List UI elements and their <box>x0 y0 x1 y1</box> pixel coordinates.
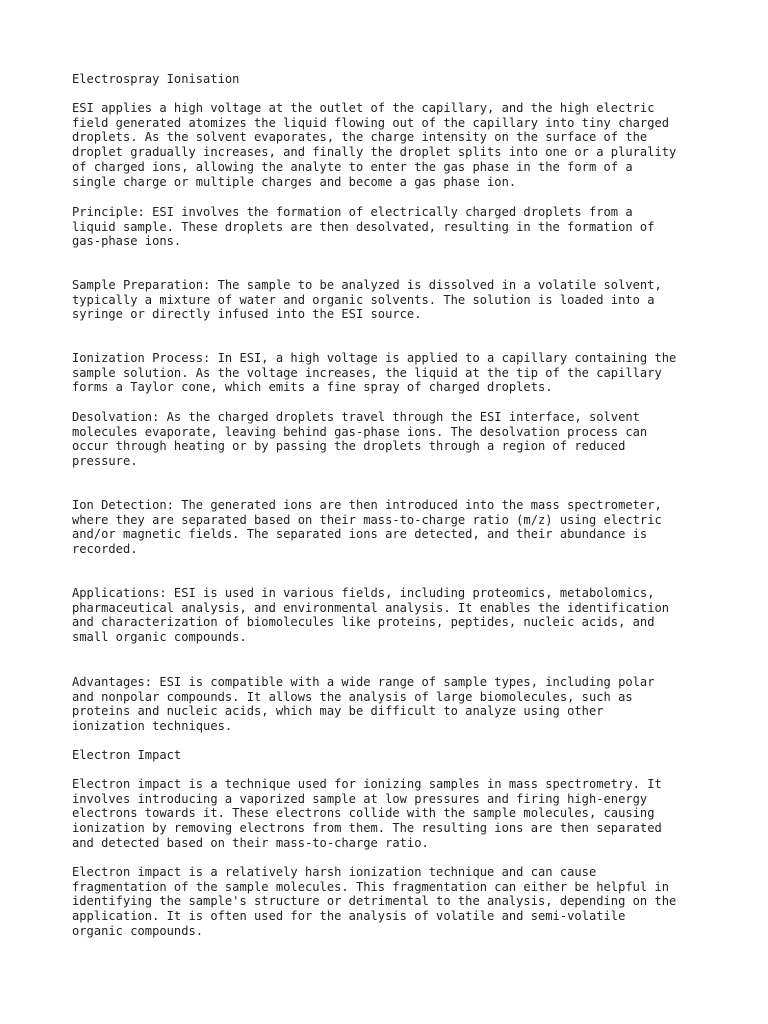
paragraph-electron-impact-intro: Electron impact is a technique used for ionizing samples in mass spectrometry. It involves introducing a vaporized sample at low pressures and firing high-energy electrons towards it. These electrons collide with the sample molecules, causing ionization by removing electrons from them. The resulting ions are then separated and detected based on their mass-to-charge ratio. <box>72 777 662 850</box>
paragraph-principle: Principle: ESI involves the formation of electrically charged droplets from a liquid sample. These droplets are then desolvated, resulting in the formation of gas-phase ions. <box>72 205 655 249</box>
paragraph-ion-detection: Ion Detection: The generated ions are then introduced into the mass spectrometer, where they are separated based on their mass-to-charge ratio (m/z) using electric and/or magnetic fields. The separated ions are detected, and their abundance is recorded. <box>72 498 662 557</box>
section-heading-electrospray-ionisation: Electrospray Ionisation <box>72 72 240 86</box>
paragraph-advantages: Advantages: ESI is compatible with a wide range of sample types, including polar and nonpolar compounds. It allows the analysis of large biomolecules, such as proteins and nucleic acids, which may be difficult to analyze using other ionization techniques. <box>72 675 655 734</box>
paragraph-esi-intro: ESI applies a high voltage at the outlet of the capillary, and the high electric field generated atomizes the liquid flowing out of the capillary into tiny charged droplets. As the solvent evaporates, the charge intensity on the surface of the droplet gradually increases, and finally the droplet splits into one or a plurality of charged ions, allowing the analyte to enter the gas phase in the form of a single charge or multiple charges and become a gas phase ion. <box>72 101 677 189</box>
paragraph-desolvation: Desolvation: As the charged droplets travel through the ESI interface, solvent molecules evaporate, leaving behind gas-phase ions. The desolvation process can occur through heating or by passing the droplets through a region of reduced pressure. <box>72 410 648 469</box>
paragraph-ionization-process: Ionization Process: In ESI, a high voltage is applied to a capillary containing the sample solution. As the voltage increases, the liquid at the tip of the capillary forms a Taylor cone, which emits a fine spray of charged droplets. <box>72 351 677 395</box>
section-heading-electron-impact: Electron Impact <box>72 748 182 762</box>
paragraph-electron-impact-fragmentation: Electron impact is a relatively harsh ionization technique and can cause fragmentation of the sample molecules. This fragmentation can either be helpful in identifying the sample's structure or detrimental to the analysis, depending on the application. It is often used for the analysis of volatile and semi-volatile organic compounds. <box>72 865 677 938</box>
paragraph-applications: Applications: ESI is used in various fields, including proteomics, metabolomics, pharmaceutical analysis, and environmental analysis. It enables the identification and characterization of biomolecules like proteins, peptides, nucleic acids, and small organic compounds. <box>72 586 670 645</box>
paragraph-sample-preparation: Sample Preparation: The sample to be analyzed is dissolved in a volatile solvent, typically a mixture of water and organic solvents. The solution is loaded into a syringe or directly infused into the ESI source. <box>72 278 662 322</box>
